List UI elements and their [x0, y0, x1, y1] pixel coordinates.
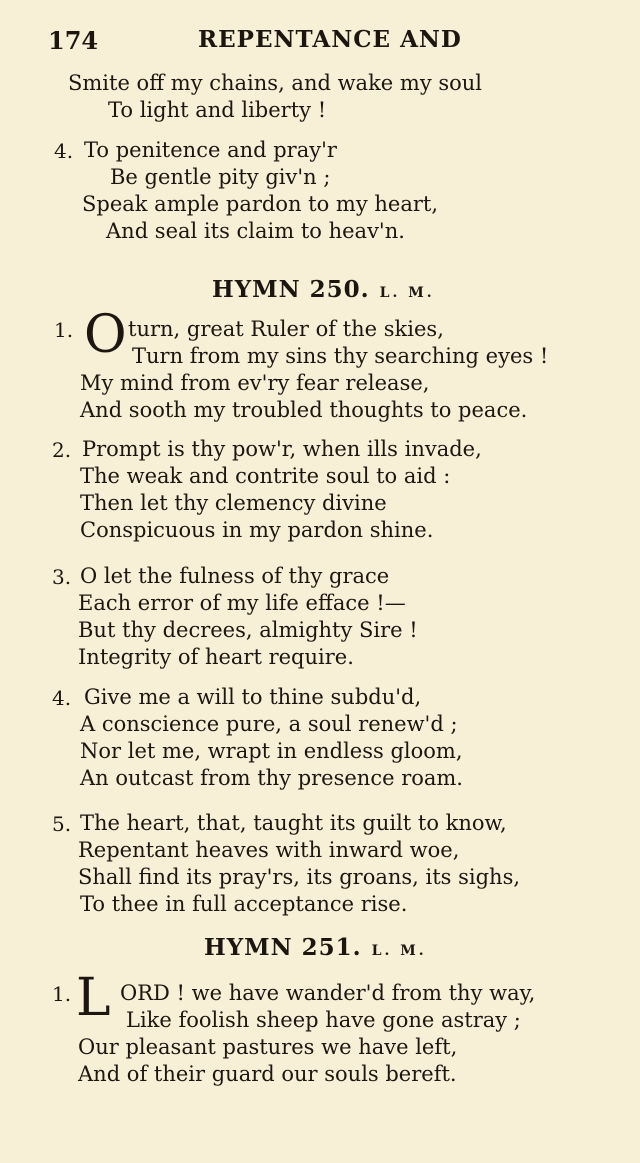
verse-line: ORD ! we have wander'd from thy way, [120, 981, 536, 1005]
running-head: REPENTANCE AND [198, 26, 462, 53]
verse-line: Shall find its pray'rs, its groans, its sighs, [78, 865, 521, 889]
drop-cap: O [84, 305, 127, 365]
verse-line: Conspicuous in my pardon shine. [80, 518, 434, 542]
verse-line: Like foolish sheep have gone astray ; [126, 1008, 521, 1032]
verse-line: Our pleasant pastures we have left, [78, 1035, 458, 1059]
verse-line: Repentant heaves with inward woe, [78, 838, 460, 862]
verse-line: Give me a will to thine subdu'd, [84, 685, 422, 709]
verse-line: A conscience pure, a soul renew'd ; [80, 712, 458, 736]
hymn-title [204, 934, 427, 961]
verse-line: The weak and contrite soul to aid : [80, 464, 451, 488]
verse-line: O let the fulness of thy grace [80, 564, 390, 588]
verse-line: Be gentle pity giv'n ; [110, 165, 331, 189]
page-number: 174 [48, 26, 99, 55]
verse-line: To thee in full acceptance rise. [80, 892, 408, 916]
hymn-number: HYMN 251. [204, 934, 362, 961]
verse-line: Then let thy clemency divine [80, 491, 387, 515]
verse-line: And seal its claim to heav'n. [106, 219, 405, 243]
verse-line: And of their guard our souls bereft. [78, 1062, 457, 1086]
verse-line: And sooth my troubled thoughts to peace. [80, 398, 528, 422]
continuation-line: To light and liberty ! [108, 98, 327, 122]
drop-cap: L [76, 968, 111, 1028]
verse-line: Each error of my life efface !— [78, 591, 406, 615]
verse-line: turn, great Ruler of the skies, [128, 317, 444, 341]
verse-number: 2. [52, 438, 72, 462]
page-header [48, 26, 608, 56]
verse-number: 1. [52, 982, 72, 1006]
verse-line: An outcast from thy presence roam. [80, 766, 463, 790]
verse-number: 5. [52, 812, 72, 836]
verse-line: Nor let me, wrapt in endless gloom, [80, 739, 463, 763]
verse-line: The heart, that, taught its guilt to know, [80, 811, 507, 835]
verse-line: Speak ample pardon to my heart, [82, 192, 438, 216]
verse-line: Integrity of heart require. [78, 645, 354, 669]
hymn-number: HYMN 250. [212, 276, 370, 303]
verse-number: 1. [54, 318, 74, 342]
verse-line: To penitence and pray'r [84, 138, 337, 162]
verse-number: 4. [52, 686, 72, 710]
hymn-meter: L. M. [371, 943, 427, 959]
continuation-line: Smite off my chains, and wake my soul [68, 71, 483, 95]
hymn-meter: L. M. [379, 285, 435, 301]
verse-line: But thy decrees, almighty Sire ! [78, 618, 418, 642]
verse-number: 3. [52, 565, 72, 589]
verse-number: 4. [54, 139, 74, 163]
verse-line: Prompt is thy pow'r, when ills invade, [82, 437, 482, 461]
hymn-title [212, 276, 435, 303]
verse-line: My mind from ev'ry fear release, [80, 371, 430, 395]
verse-line: Turn from my sins thy searching eyes ! [132, 344, 549, 368]
